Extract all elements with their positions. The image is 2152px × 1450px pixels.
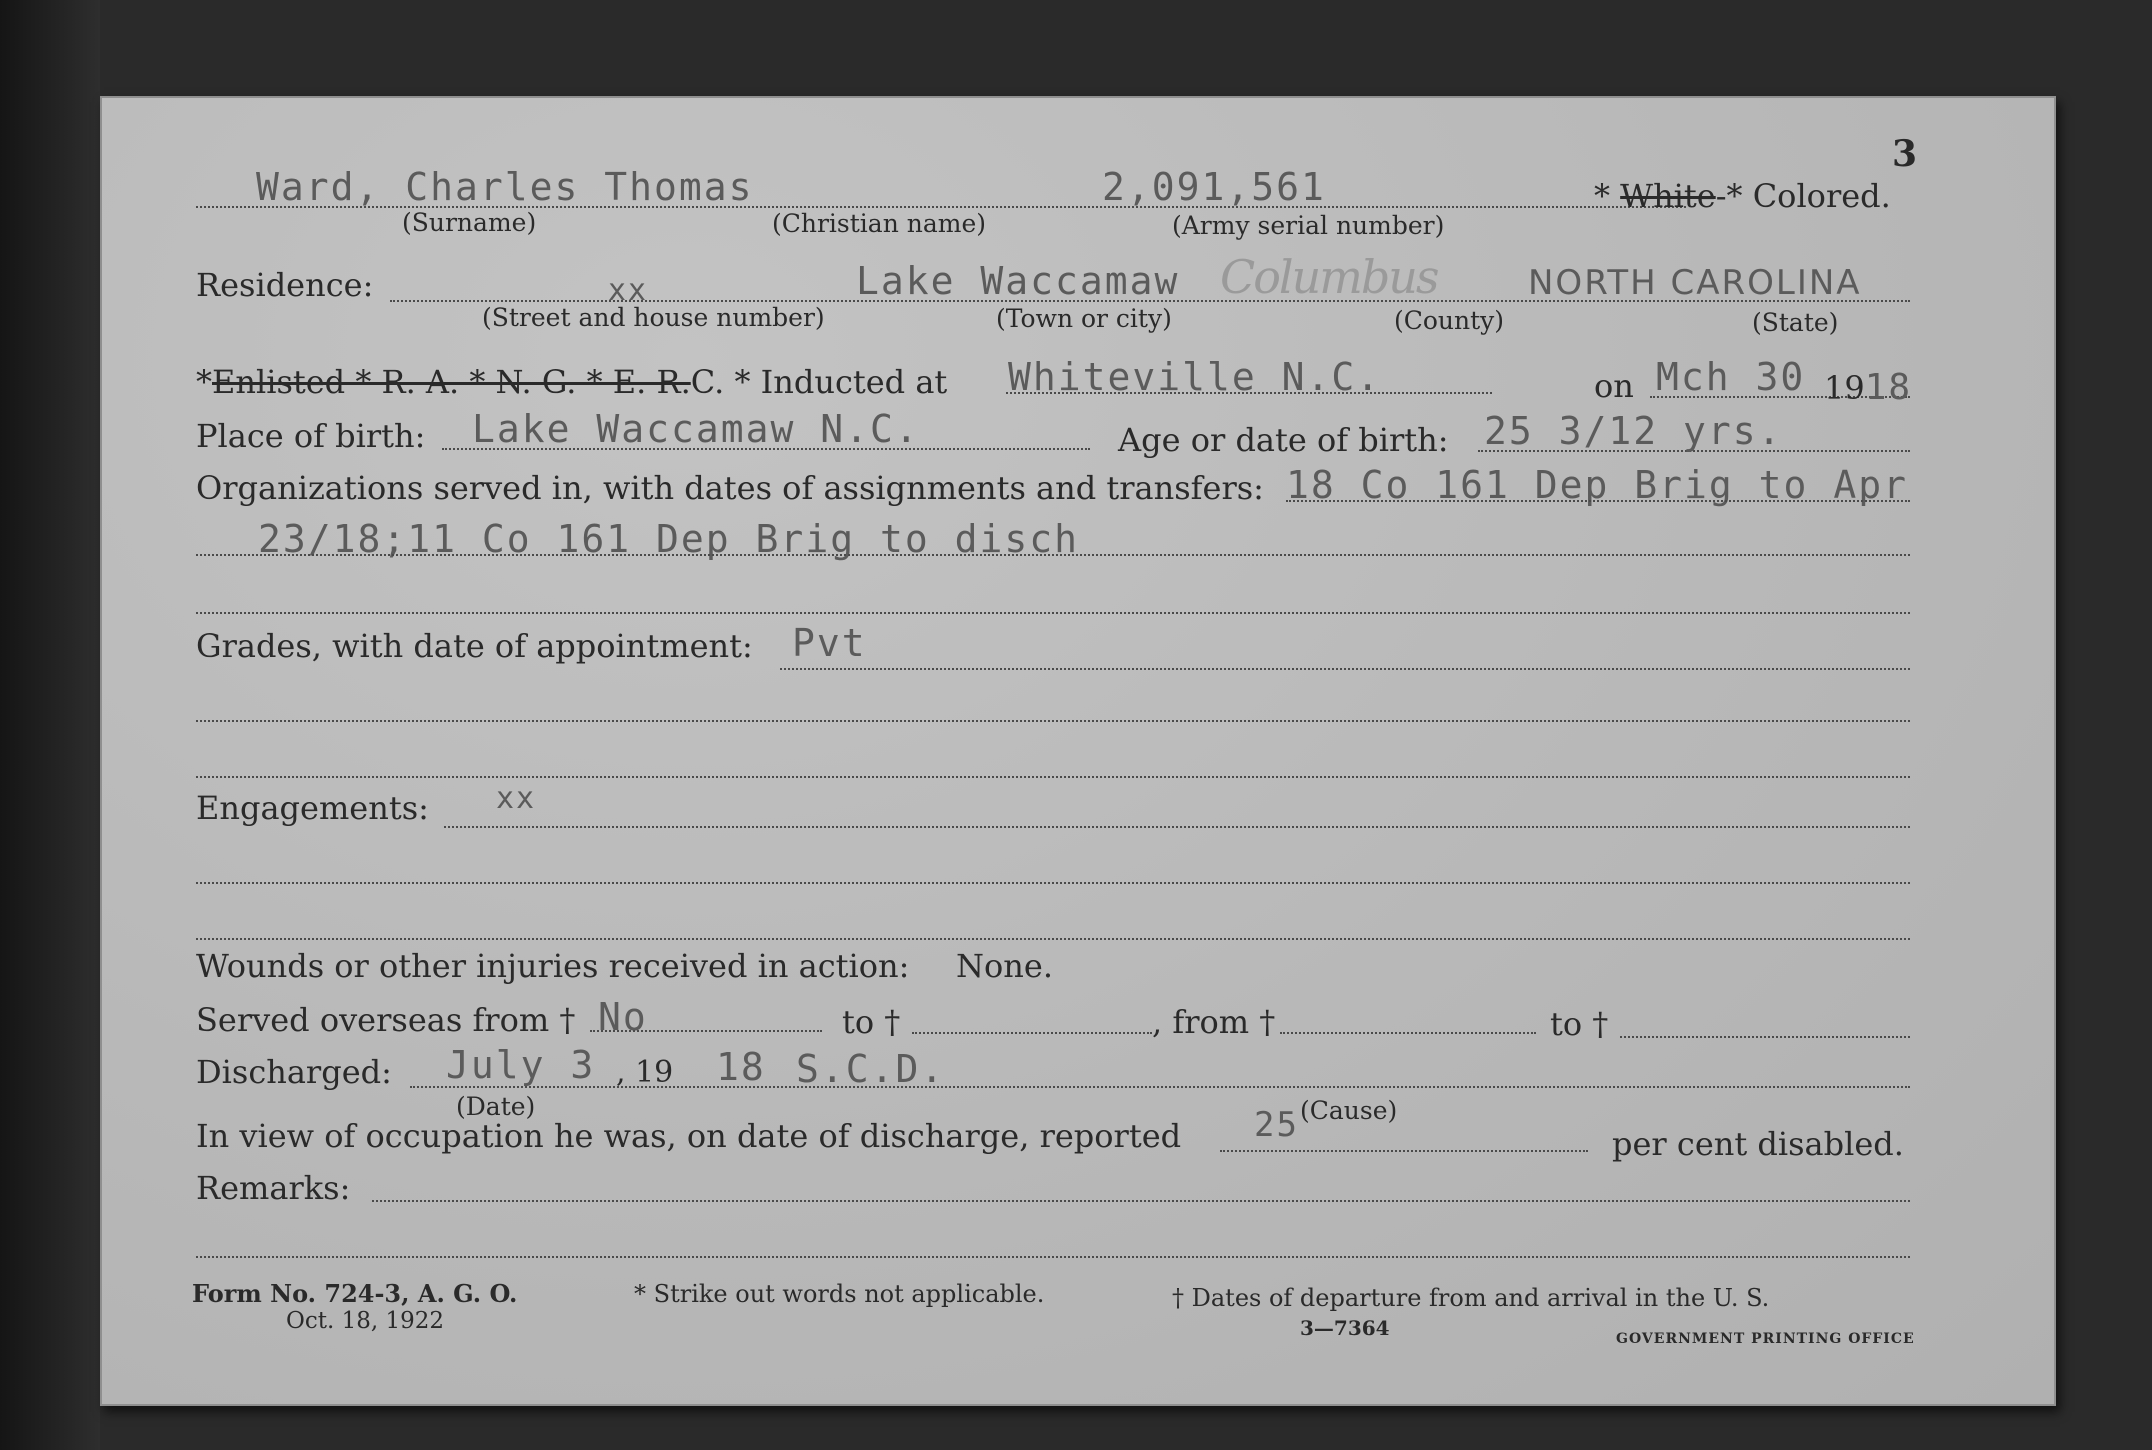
discharge-comma19: , 19 <box>616 1055 674 1090</box>
discharge-year: 18 <box>716 1045 766 1089</box>
induction-star: * <box>196 363 212 401</box>
grades-line3 <box>196 776 1910 778</box>
christian-name-label: (Christian name) <box>772 209 987 238</box>
organizations-line2-rule <box>196 554 1910 556</box>
year-prefix: 19 <box>1824 369 1865 407</box>
form-date: Oct. 18, 1922 <box>286 1308 445 1334</box>
discharge-line <box>410 1086 1910 1088</box>
discharge-cause: S.C.D. <box>796 1047 946 1091</box>
overseas-from2-line <box>1280 1032 1536 1034</box>
residence-state: NORTH CAROLINA <box>1528 263 1862 303</box>
overseas-from2-label: , from † <box>1152 1003 1276 1041</box>
remarks-line2 <box>196 1256 1910 1258</box>
disability-label: In view of occupation he was, on date of discharge, reported <box>196 1117 1182 1155</box>
inducted-date: Mch 30 <box>1656 355 1806 399</box>
soldier-name: Ward, Charles Thomas <box>256 165 754 209</box>
inducted-year <box>1824 367 1913 408</box>
overseas-label: Served overseas from † <box>196 1001 576 1039</box>
year-value: 18 <box>1864 367 1913 408</box>
organizations-line2: 23/18;11 Co 161 Dep Brig to disch <box>258 517 1079 561</box>
discharged-label: Discharged: <box>196 1053 392 1091</box>
engagements-line3 <box>196 938 1910 940</box>
discharge-date: July 3 <box>446 1043 596 1087</box>
organizations-line1: 18 Co 161 Dep Brig to Apr <box>1286 463 1908 507</box>
army-serial-number: 2,091,561 <box>1102 165 1326 209</box>
surname-label: (Surname) <box>402 208 537 237</box>
service-record-card <box>100 96 2056 1406</box>
remarks-line1 <box>372 1200 1910 1202</box>
inducted-place: Whiteville N.C. <box>1008 355 1382 399</box>
engagements-label: Engagements: <box>196 789 429 827</box>
street-label: (Street and house number) <box>482 303 825 332</box>
form-number: Form No. 724-3, A. G. O. <box>192 1279 518 1308</box>
remarks-label: Remarks: <box>196 1169 351 1207</box>
enlisted-struck: Enlisted * R. A. * N. G. * E. R. <box>212 363 691 401</box>
residence-county-handwritten: Columbus <box>1220 250 1438 304</box>
engagements-value: xx <box>496 781 537 816</box>
overseas-to2-label: to † <box>1550 1005 1609 1043</box>
wounds-label: Wounds or other injuries received in action: <box>196 947 910 985</box>
overseas-to-label: to † <box>842 1003 901 1041</box>
town-label: (Town or city) <box>996 304 1172 333</box>
grades-line2 <box>196 720 1910 722</box>
race-colored-text: -* Colored. <box>1715 177 1891 215</box>
overseas-to-line <box>912 1032 1152 1034</box>
serial-label: (Army serial number) <box>1172 211 1445 240</box>
overseas-from-line <box>590 1030 822 1032</box>
disability-line <box>1220 1150 1588 1152</box>
on-label: on <box>1594 367 1634 405</box>
race-star: * <box>1594 177 1621 215</box>
age-value: 25 3/12 yrs. <box>1484 409 1783 453</box>
scan-background <box>0 0 100 1450</box>
state-label: (State) <box>1752 308 1839 337</box>
residence-label: Residence: <box>196 266 374 304</box>
race-colored <box>1594 177 1891 215</box>
strike-note: * Strike out words not applicable. <box>634 1280 1045 1308</box>
birth-place: Lake Waccamaw N.C. <box>472 407 920 451</box>
residence-town: Lake Waccamaw <box>856 259 1180 303</box>
residence-street: xx <box>608 273 649 308</box>
race-white-struck: White <box>1620 177 1716 215</box>
form-code: 3—7364 <box>1300 1316 1390 1340</box>
grades-label: Grades, with date of appointment: <box>196 627 753 665</box>
disability-value: 25 <box>1254 1105 1299 1145</box>
age-label: Age or date of birth: <box>1118 421 1449 459</box>
organizations-line1-rule <box>1286 500 1910 502</box>
grades-value: Pvt <box>792 621 867 665</box>
dates-note: † Dates of departure from and arrival in the U. S. <box>1172 1284 1770 1312</box>
county-label: (County) <box>1394 306 1505 335</box>
overseas-from-value: No <box>598 995 648 1039</box>
discharge-cause-label: (Cause) <box>1300 1096 1398 1125</box>
grades-line1 <box>780 668 1910 670</box>
organizations-line3-rule <box>196 612 1910 614</box>
engagements-line2 <box>196 882 1910 884</box>
organizations-label: Organizations served in, with dates of assignments and transfers: <box>196 469 1264 507</box>
discharge-date-label: (Date) <box>456 1092 536 1121</box>
wounds-value: None. <box>956 947 1053 985</box>
disability-suffix: per cent disabled. <box>1612 1125 1904 1163</box>
birth-place-label: Place of birth: <box>196 417 426 455</box>
enlistment-line <box>196 363 948 401</box>
inducted-label: C. * Inducted at <box>690 363 948 401</box>
printer-imprint: GOVERNMENT PRINTING OFFICE <box>1616 1331 1915 1347</box>
overseas-to2-line <box>1620 1036 1910 1038</box>
card-number: 3 <box>1892 133 1918 175</box>
engagements-line1 <box>444 826 1910 828</box>
